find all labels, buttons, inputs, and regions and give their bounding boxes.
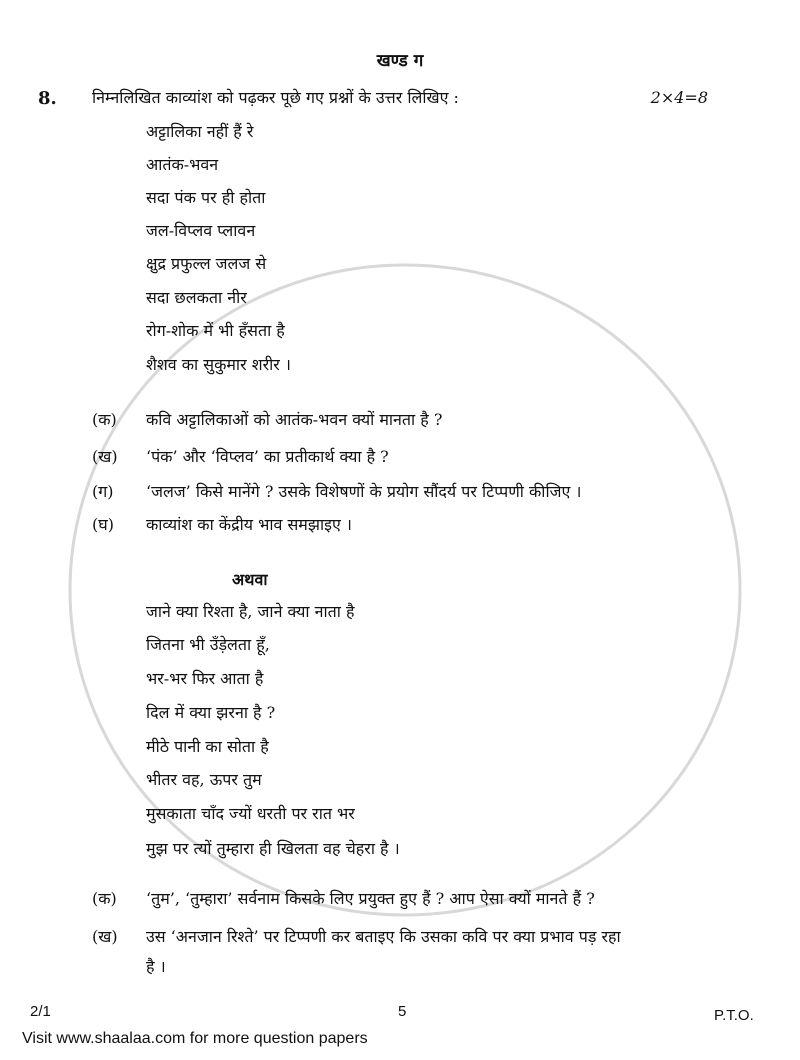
poem-line: शैशव का सुकुमार शरीर । bbox=[146, 355, 291, 374]
question-label: (घ) bbox=[92, 515, 114, 534]
or-label: अथवा bbox=[232, 570, 268, 589]
poem-line: सदा छलकता नीर bbox=[146, 288, 247, 307]
question-text-continued: है । bbox=[146, 957, 166, 976]
poem-line: जितना भी उँड़ेलता हूँ, bbox=[146, 635, 270, 654]
section-title: खण्ड ग bbox=[376, 51, 424, 71]
instruction: निम्नलिखित काव्यांश को पढ़कर पूछे गए प्रश्नों के उत्तर लिखिए : bbox=[92, 88, 459, 107]
question-label: (ख) bbox=[92, 927, 118, 946]
question-number: 8. bbox=[38, 88, 57, 109]
poem-line: जल-विप्लव प्लावन bbox=[146, 221, 256, 240]
poem-line: आतंक-भवन bbox=[146, 155, 219, 174]
poem-line: जाने क्या रिश्ता है, जाने क्या नाता है bbox=[146, 602, 355, 621]
poem-line: मुझ पर त्यों तुम्हारा ही खिलता वह चेहरा है । bbox=[146, 839, 400, 858]
poem-line: दिल में क्या झरना है ? bbox=[146, 703, 276, 722]
page-number: 5 bbox=[398, 1003, 407, 1020]
question-text: कवि अट्टालिकाओं को आतंक-भवन क्यों मानता है ? bbox=[146, 410, 443, 429]
poem-line: भर-भर फिर आता है bbox=[146, 669, 264, 688]
question-text: ‘पंक’ और ‘विप्लव’ का प्रतीकार्थ क्या है ? bbox=[146, 447, 389, 466]
question-label: (क) bbox=[92, 410, 117, 429]
question-label: (क) bbox=[92, 889, 117, 908]
marks: 2×4=8 bbox=[650, 88, 708, 107]
poem-line: मीठे पानी का सोता है bbox=[146, 737, 269, 756]
poem-line: रोग-शोक में भी हँसता है bbox=[146, 321, 285, 340]
question-label: (ग) bbox=[92, 482, 114, 501]
poem-line: सदा पंक पर ही होता bbox=[146, 188, 266, 207]
question-text: ‘जलज’ किसे मानेंगे ? उसके विशेषणों के प्रयोग सौंदर्य पर टिप्पणी कीजिए । bbox=[146, 482, 582, 501]
poem-line: क्षुद्र प्रफुल्ल जलज से bbox=[146, 254, 267, 273]
poem-line: मुसकाता चाँद ज्यों धरती पर रात भर bbox=[146, 804, 355, 823]
visit-link[interactable]: Visit www.shaalaa.com for more question papers bbox=[22, 1030, 368, 1047]
poem-line: भीतर वह, ऊपर तुम bbox=[146, 770, 262, 789]
paper-code: 2/1 bbox=[30, 1003, 51, 1020]
question-text: काव्यांश का केंद्रीय भाव समझाइए । bbox=[146, 515, 352, 534]
question-text: उस ‘अनजान रिश्ते’ पर टिप्पणी कर बताइए कि उसका कवि पर क्या प्रभाव पड़ रहा bbox=[146, 927, 621, 946]
question-text: ‘तुम’, ‘तुम्हारा’ सर्वनाम किसके लिए प्रयुक्त हुए हैं ? आप ऐसा क्यों मानते हैं ? bbox=[146, 889, 595, 908]
question-label: (ख) bbox=[92, 447, 118, 466]
poem-line: अट्टालिका नहीं हैं रे bbox=[146, 122, 254, 141]
pto: P.T.O. bbox=[714, 1007, 754, 1024]
